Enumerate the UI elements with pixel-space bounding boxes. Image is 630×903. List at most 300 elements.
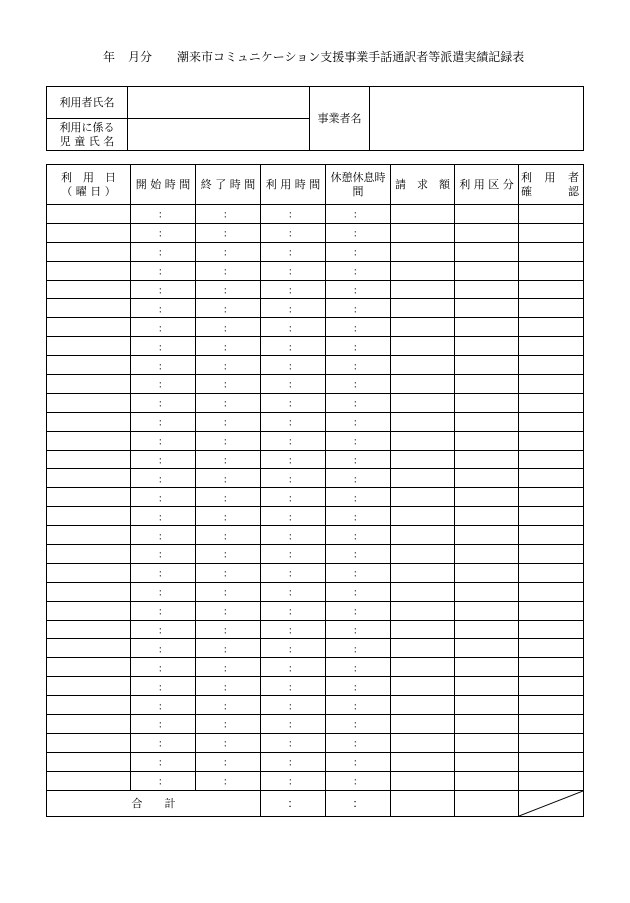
record-category-cell[interactable] — [455, 677, 519, 696]
record-date-cell[interactable] — [47, 526, 131, 545]
record-break-time-cell[interactable]: ： — [326, 696, 391, 715]
record-usage-time-cell[interactable]: ： — [261, 261, 326, 280]
record-category-cell[interactable] — [455, 337, 519, 356]
record-break-time-cell[interactable]: ： — [326, 601, 391, 620]
record-row — [47, 715, 584, 734]
record-end-time-cell[interactable]: ： — [196, 582, 261, 601]
record-break-time-cell[interactable]: ： — [326, 715, 391, 734]
record-usage-time-cell[interactable]: ： — [261, 412, 326, 431]
record-confirm-cell[interactable] — [519, 526, 584, 545]
record-usage-time-cell[interactable]: ： — [261, 299, 326, 318]
record-confirm-cell[interactable] — [519, 658, 584, 677]
record-date-cell[interactable] — [47, 242, 131, 261]
record-break-time-cell[interactable]: ： — [326, 242, 391, 261]
record-start-time-cell[interactable]: ： — [131, 318, 196, 337]
record-start-time-cell[interactable]: ： — [131, 677, 196, 696]
record-confirm-cell[interactable] — [519, 488, 584, 507]
record-usage-time-cell[interactable]: ： — [261, 601, 326, 620]
record-confirm-cell[interactable] — [519, 205, 584, 224]
record-amount-cell[interactable] — [391, 412, 455, 431]
record-confirm-cell[interactable] — [519, 507, 584, 526]
record-category-cell[interactable] — [455, 412, 519, 431]
record-usage-time-cell[interactable]: ： — [261, 507, 326, 526]
record-usage-time-cell[interactable]: ： — [261, 545, 326, 564]
record-amount-cell[interactable] — [391, 582, 455, 601]
record-start-time-cell[interactable]: ： — [131, 545, 196, 564]
record-confirm-cell[interactable] — [519, 242, 584, 261]
record-usage-time-cell[interactable]: ： — [261, 375, 326, 394]
record-break-time-cell[interactable]: ： — [326, 677, 391, 696]
record-break-time-cell[interactable]: ： — [326, 469, 391, 488]
record-confirm-cell[interactable] — [519, 545, 584, 564]
header-confirm-char: 確 — [521, 184, 532, 198]
record-amount-cell[interactable] — [391, 601, 455, 620]
record-confirm-cell[interactable] — [519, 771, 584, 790]
record-end-time-cell[interactable]: ： — [196, 337, 261, 356]
record-end-time-cell[interactable]: ： — [196, 526, 261, 545]
record-end-time-cell[interactable]: ： — [196, 715, 261, 734]
record-amount-cell[interactable] — [391, 658, 455, 677]
record-row — [47, 242, 584, 261]
record-usage-time-cell[interactable]: ： — [261, 715, 326, 734]
record-category-cell[interactable] — [455, 658, 519, 677]
record-break-time-cell[interactable]: ： — [326, 393, 391, 412]
record-break-time-cell[interactable]: ： — [326, 299, 391, 318]
record-row — [47, 507, 584, 526]
month-label: 月分 — [128, 50, 153, 64]
record-amount-cell[interactable] — [391, 431, 455, 450]
record-row — [47, 205, 584, 224]
record-start-time-cell[interactable]: ： — [131, 658, 196, 677]
record-amount-cell[interactable] — [391, 356, 455, 375]
record-date-cell[interactable] — [47, 563, 131, 582]
record-start-time-cell[interactable]: ： — [131, 526, 196, 545]
record-amount-cell[interactable] — [391, 639, 455, 658]
record-end-time-cell[interactable]: ： — [196, 261, 261, 280]
header-start-time: 開 始 時 間 — [131, 165, 196, 205]
record-end-time-cell[interactable]: ： — [196, 375, 261, 394]
record-confirm-cell[interactable] — [519, 261, 584, 280]
record-confirm-cell[interactable] — [519, 337, 584, 356]
record-break-time-cell[interactable]: ： — [326, 450, 391, 469]
record-confirm-cell[interactable] — [519, 412, 584, 431]
record-end-time-cell[interactable]: ： — [196, 677, 261, 696]
record-break-time-cell[interactable]: ： — [326, 752, 391, 771]
record-date-cell[interactable] — [47, 696, 131, 715]
record-amount-cell[interactable] — [391, 469, 455, 488]
record-start-time-cell[interactable]: ： — [131, 450, 196, 469]
record-row — [47, 733, 584, 752]
record-date-cell[interactable] — [47, 375, 131, 394]
record-date-cell[interactable] — [47, 507, 131, 526]
record-usage-time-cell[interactable]: ： — [261, 677, 326, 696]
record-amount-cell[interactable] — [391, 299, 455, 318]
record-break-time-cell[interactable]: ： — [326, 507, 391, 526]
record-category-cell[interactable] — [455, 507, 519, 526]
record-break-time-cell[interactable]: ： — [326, 620, 391, 639]
record-start-time-cell[interactable]: ： — [131, 563, 196, 582]
record-amount-cell[interactable] — [391, 393, 455, 412]
record-amount-cell[interactable] — [391, 450, 455, 469]
record-confirm-cell[interactable] — [519, 223, 584, 242]
record-category-cell[interactable] — [455, 563, 519, 582]
diagonal-line-icon — [519, 791, 583, 816]
record-usage-time-cell[interactable]: ： — [261, 223, 326, 242]
record-start-time-cell[interactable]: ： — [131, 337, 196, 356]
record-end-time-cell[interactable]: ： — [196, 318, 261, 337]
record-usage-time-cell[interactable]: ： — [261, 488, 326, 507]
header-date-line1: 利 用 日 — [61, 170, 116, 184]
record-amount-cell[interactable] — [391, 223, 455, 242]
record-confirm-cell[interactable] — [519, 620, 584, 639]
record-start-time-cell[interactable]: ： — [131, 715, 196, 734]
record-end-time-cell[interactable]: ： — [196, 620, 261, 639]
record-start-time-cell[interactable]: ： — [131, 375, 196, 394]
record-usage-time-cell[interactable]: ： — [261, 658, 326, 677]
total-usage-time[interactable]: ： — [261, 790, 326, 816]
user-name-label: 利用者氏名 — [47, 87, 128, 119]
record-break-time-cell[interactable]: ： — [326, 412, 391, 431]
record-date-cell[interactable] — [47, 733, 131, 752]
record-category-cell[interactable] — [455, 488, 519, 507]
record-end-time-cell[interactable]: ： — [196, 412, 261, 431]
record-confirm-cell[interactable] — [519, 318, 584, 337]
record-amount-cell[interactable] — [391, 488, 455, 507]
record-date-cell[interactable] — [47, 715, 131, 734]
header-date — [47, 165, 131, 205]
record-start-time-cell[interactable]: ： — [131, 261, 196, 280]
record-break-time-cell[interactable]: ： — [326, 658, 391, 677]
document-title: 潮来市コミュニケーション支援事業手話通訳者等派遣実績記録表 — [177, 50, 525, 64]
record-confirm-cell[interactable] — [519, 280, 584, 299]
record-break-time-cell[interactable]: ： — [326, 526, 391, 545]
record-confirm-cell[interactable] — [519, 715, 584, 734]
record-date-cell[interactable] — [47, 205, 131, 224]
record-date-cell[interactable] — [47, 280, 131, 299]
record-category-cell[interactable] — [455, 280, 519, 299]
record-usage-time-cell[interactable]: ： — [261, 582, 326, 601]
record-category-cell[interactable] — [455, 715, 519, 734]
record-category-cell[interactable] — [455, 431, 519, 450]
record-category-cell[interactable] — [455, 261, 519, 280]
record-end-time-cell[interactable]: ： — [196, 733, 261, 752]
record-category-cell[interactable] — [455, 526, 519, 545]
record-amount-cell[interactable] — [391, 715, 455, 734]
header-confirm-char: 利 — [521, 170, 532, 184]
record-category-cell[interactable] — [455, 733, 519, 752]
record-break-time-cell[interactable]: ： — [326, 563, 391, 582]
record-category-cell[interactable] — [455, 601, 519, 620]
record-row — [47, 469, 584, 488]
child-name-label-line1: 利用に係る — [59, 120, 115, 134]
record-start-time-cell[interactable]: ： — [131, 488, 196, 507]
record-amount-cell[interactable] — [391, 526, 455, 545]
record-row — [47, 639, 584, 658]
record-date-cell[interactable] — [47, 771, 131, 790]
record-usage-time-cell[interactable]: ： — [261, 337, 326, 356]
child-name-label-line2: 児 童 氏 名 — [59, 134, 115, 148]
record-category-cell[interactable] — [455, 620, 519, 639]
record-end-time-cell[interactable]: ： — [196, 205, 261, 224]
record-category-cell[interactable] — [455, 375, 519, 394]
record-end-time-cell[interactable]: ： — [196, 469, 261, 488]
header-end-time: 終 了 時 間 — [196, 165, 261, 205]
record-date-cell[interactable] — [47, 299, 131, 318]
record-amount-cell[interactable] — [391, 696, 455, 715]
record-usage-time-cell[interactable]: ： — [261, 318, 326, 337]
record-start-time-cell[interactable]: ： — [131, 639, 196, 658]
record-row — [47, 223, 584, 242]
record-break-time-cell[interactable]: ： — [326, 318, 391, 337]
record-amount-cell[interactable] — [391, 337, 455, 356]
header-confirm-char: 用 — [544, 170, 556, 184]
record-date-cell[interactable] — [47, 469, 131, 488]
record-date-cell[interactable] — [47, 431, 131, 450]
record-confirm-cell[interactable] — [519, 696, 584, 715]
total-amount[interactable] — [391, 790, 455, 816]
record-start-time-cell[interactable]: ： — [131, 431, 196, 450]
record-confirm-cell[interactable] — [519, 450, 584, 469]
record-usage-time-cell[interactable]: ： — [261, 393, 326, 412]
record-break-time-cell[interactable]: ： — [326, 280, 391, 299]
record-break-time-cell[interactable]: ： — [326, 431, 391, 450]
total-confirm-slashed — [519, 790, 584, 816]
record-date-cell[interactable] — [47, 337, 131, 356]
record-usage-time-cell[interactable]: ： — [261, 563, 326, 582]
record-end-time-cell[interactable]: ： — [196, 223, 261, 242]
record-date-cell[interactable] — [47, 393, 131, 412]
record-date-cell[interactable] — [47, 639, 131, 658]
provider-label: 事業者名 — [310, 87, 370, 151]
record-date-cell[interactable] — [47, 582, 131, 601]
record-amount-cell[interactable] — [391, 375, 455, 394]
record-category-cell[interactable] — [455, 223, 519, 242]
record-usage-time-cell[interactable]: ： — [261, 620, 326, 639]
record-confirm-cell[interactable] — [519, 356, 584, 375]
record-category-cell[interactable] — [455, 582, 519, 601]
record-date-cell[interactable] — [47, 658, 131, 677]
record-start-time-cell[interactable]: ： — [131, 620, 196, 639]
header-category: 利 用 区 分 — [455, 165, 519, 205]
header-confirm-char: 者 — [568, 170, 579, 184]
record-break-time-cell[interactable]: ： — [326, 356, 391, 375]
record-end-time-cell[interactable]: ： — [196, 242, 261, 261]
record-break-time-cell[interactable]: ： — [326, 375, 391, 394]
record-row — [47, 488, 584, 507]
child-name-field[interactable] — [128, 119, 310, 151]
record-row — [47, 280, 584, 299]
record-usage-time-cell[interactable]: ： — [261, 733, 326, 752]
record-date-cell[interactable] — [47, 261, 131, 280]
record-start-time-cell[interactable]: ： — [131, 393, 196, 412]
record-category-cell[interactable] — [455, 771, 519, 790]
record-row — [47, 261, 584, 280]
record-end-time-cell[interactable]: ： — [196, 563, 261, 582]
info-table — [46, 86, 584, 151]
record-date-cell[interactable] — [47, 223, 131, 242]
record-category-cell[interactable] — [455, 393, 519, 412]
record-category-cell[interactable] — [455, 242, 519, 261]
record-end-time-cell[interactable]: ： — [196, 507, 261, 526]
record-end-time-cell[interactable]: ： — [196, 488, 261, 507]
record-amount-cell[interactable] — [391, 620, 455, 639]
total-category[interactable] — [455, 790, 519, 816]
record-confirm-cell[interactable] — [519, 677, 584, 696]
record-start-time-cell[interactable]: ： — [131, 601, 196, 620]
record-row — [47, 431, 584, 450]
record-usage-time-cell[interactable]: ： — [261, 469, 326, 488]
record-date-cell[interactable] — [47, 488, 131, 507]
record-usage-time-cell[interactable]: ： — [261, 450, 326, 469]
user-name-field[interactable] — [128, 87, 310, 119]
record-usage-time-cell[interactable]: ： — [261, 752, 326, 771]
record-break-time-cell[interactable]: ： — [326, 639, 391, 658]
record-row — [47, 752, 584, 771]
record-end-time-cell[interactable]: ： — [196, 658, 261, 677]
record-amount-cell[interactable] — [391, 242, 455, 261]
record-end-time-cell[interactable]: ： — [196, 299, 261, 318]
record-amount-cell[interactable] — [391, 318, 455, 337]
record-category-cell[interactable] — [455, 205, 519, 224]
record-start-time-cell[interactable]: ： — [131, 582, 196, 601]
record-confirm-cell[interactable] — [519, 601, 584, 620]
record-row — [47, 356, 584, 375]
record-row — [47, 563, 584, 582]
record-amount-cell[interactable] — [391, 752, 455, 771]
record-amount-cell[interactable] — [391, 771, 455, 790]
record-row — [47, 677, 584, 696]
record-start-time-cell[interactable]: ： — [131, 696, 196, 715]
record-amount-cell[interactable] — [391, 563, 455, 582]
record-start-time-cell[interactable]: ： — [131, 733, 196, 752]
record-start-time-cell[interactable]: ： — [131, 356, 196, 375]
record-category-cell[interactable] — [455, 696, 519, 715]
record-amount-cell[interactable] — [391, 261, 455, 280]
record-confirm-cell[interactable] — [519, 299, 584, 318]
record-amount-cell[interactable] — [391, 280, 455, 299]
record-break-time-cell[interactable]: ： — [326, 545, 391, 564]
record-row — [47, 393, 584, 412]
record-row — [47, 696, 584, 715]
record-end-time-cell[interactable]: ： — [196, 601, 261, 620]
record-end-time-cell[interactable]: ： — [196, 752, 261, 771]
record-date-cell[interactable] — [47, 356, 131, 375]
record-end-time-cell[interactable]: ： — [196, 356, 261, 375]
record-category-cell[interactable] — [455, 545, 519, 564]
record-date-cell[interactable] — [47, 412, 131, 431]
record-end-time-cell[interactable]: ： — [196, 450, 261, 469]
record-date-cell[interactable] — [47, 620, 131, 639]
record-row — [47, 771, 584, 790]
record-confirm-cell[interactable] — [519, 431, 584, 450]
record-confirm-cell[interactable] — [519, 733, 584, 752]
record-start-time-cell[interactable]: ： — [131, 280, 196, 299]
record-confirm-cell[interactable] — [519, 563, 584, 582]
record-amount-cell[interactable] — [391, 205, 455, 224]
record-category-cell[interactable] — [455, 752, 519, 771]
record-usage-time-cell[interactable]: ： — [261, 696, 326, 715]
record-confirm-cell[interactable] — [519, 393, 584, 412]
record-usage-time-cell[interactable]: ： — [261, 526, 326, 545]
record-break-time-cell[interactable]: ： — [326, 488, 391, 507]
total-break-time[interactable]: ： — [326, 790, 391, 816]
record-category-cell[interactable] — [455, 469, 519, 488]
header-confirm-char: 認 — [568, 184, 579, 198]
record-row — [47, 299, 584, 318]
record-start-time-cell[interactable]: ： — [131, 299, 196, 318]
record-break-time-cell[interactable]: ： — [326, 261, 391, 280]
record-category-cell[interactable] — [455, 318, 519, 337]
record-break-time-cell[interactable]: ： — [326, 223, 391, 242]
record-break-time-cell[interactable]: ： — [326, 582, 391, 601]
record-confirm-cell[interactable] — [519, 582, 584, 601]
record-row — [47, 318, 584, 337]
record-break-time-cell[interactable]: ： — [326, 733, 391, 752]
record-end-time-cell[interactable]: ： — [196, 696, 261, 715]
record-usage-time-cell[interactable]: ： — [261, 431, 326, 450]
record-end-time-cell[interactable]: ： — [196, 545, 261, 564]
records-table — [46, 164, 584, 817]
record-confirm-cell[interactable] — [519, 469, 584, 488]
records-body — [47, 205, 584, 791]
record-start-time-cell[interactable]: ： — [131, 469, 196, 488]
record-date-cell[interactable] — [47, 450, 131, 469]
record-start-time-cell[interactable]: ： — [131, 205, 196, 224]
record-start-time-cell[interactable]: ： — [131, 752, 196, 771]
record-start-time-cell[interactable]: ： — [131, 771, 196, 790]
record-date-cell[interactable] — [47, 318, 131, 337]
record-break-time-cell[interactable]: ： — [326, 337, 391, 356]
record-end-time-cell[interactable]: ： — [196, 431, 261, 450]
record-start-time-cell[interactable]: ： — [131, 223, 196, 242]
record-category-cell[interactable] — [455, 450, 519, 469]
record-amount-cell[interactable] — [391, 545, 455, 564]
record-date-cell[interactable] — [47, 545, 131, 564]
record-usage-time-cell[interactable]: ： — [261, 242, 326, 261]
record-row — [47, 658, 584, 677]
record-confirm-cell[interactable] — [519, 375, 584, 394]
record-row — [47, 412, 584, 431]
record-usage-time-cell[interactable]: ： — [261, 771, 326, 790]
record-end-time-cell[interactable]: ： — [196, 393, 261, 412]
record-end-time-cell[interactable]: ： — [196, 280, 261, 299]
record-date-cell[interactable] — [47, 677, 131, 696]
record-amount-cell[interactable] — [391, 677, 455, 696]
record-start-time-cell[interactable]: ： — [131, 412, 196, 431]
record-confirm-cell[interactable] — [519, 639, 584, 658]
record-start-time-cell[interactable]: ： — [131, 507, 196, 526]
record-confirm-cell[interactable] — [519, 752, 584, 771]
record-end-time-cell[interactable]: ： — [196, 771, 261, 790]
record-amount-cell[interactable] — [391, 507, 455, 526]
record-break-time-cell[interactable]: ： — [326, 771, 391, 790]
record-amount-cell[interactable] — [391, 733, 455, 752]
provider-name-field[interactable] — [370, 87, 584, 151]
record-category-cell[interactable] — [455, 356, 519, 375]
record-category-cell[interactable] — [455, 299, 519, 318]
header-amount: 請 求 額 — [391, 165, 455, 205]
record-end-time-cell[interactable]: ： — [196, 639, 261, 658]
record-usage-time-cell[interactable]: ： — [261, 205, 326, 224]
record-category-cell[interactable] — [455, 639, 519, 658]
record-start-time-cell[interactable]: ： — [131, 242, 196, 261]
record-usage-time-cell[interactable]: ： — [261, 639, 326, 658]
record-date-cell[interactable] — [47, 601, 131, 620]
record-break-time-cell[interactable]: ： — [326, 205, 391, 224]
record-usage-time-cell[interactable]: ： — [261, 356, 326, 375]
record-date-cell[interactable] — [47, 752, 131, 771]
record-usage-time-cell[interactable]: ： — [261, 280, 326, 299]
